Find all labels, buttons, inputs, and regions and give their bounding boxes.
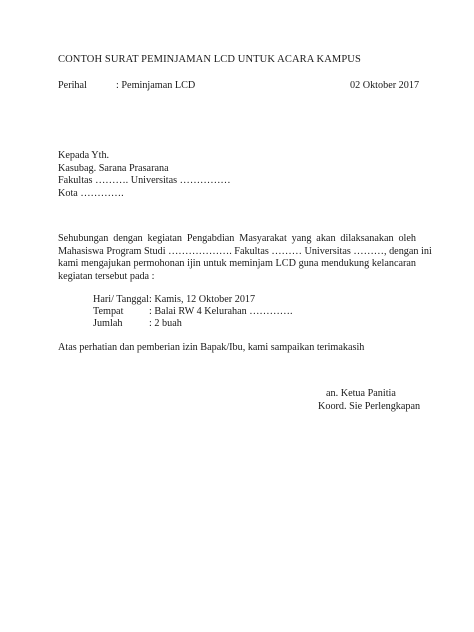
signature-role: an. Ketua Panitia (326, 388, 396, 399)
closing-sentence: Atas perhatian dan pemberian izin Bapak/Ibu, kami sampaikan terimakasih (58, 342, 365, 353)
paragraph-line: kegiatan tersebut pada : (58, 270, 155, 282)
body-paragraph (58, 232, 432, 282)
recipient-line: Kasubag. Sarana Prasarana (58, 162, 169, 174)
recipient-line: Kepada Yth. (58, 150, 110, 161)
signature-position: Koord. Sie Perlengkapan (318, 401, 421, 412)
detail-key: Tempat (93, 306, 124, 317)
detail-key: Hari/ Tanggal (93, 294, 149, 305)
detail-value: : Kamis, 12 Oktober 2017 (149, 294, 256, 305)
detail-key: Jumlah (93, 318, 123, 329)
recipient-block (58, 149, 231, 199)
paragraph-line: kami mengajukan permohonan ijin untuk meminjam LCD guna mendukung kelancaran (58, 258, 416, 269)
recipient-line: Fakultas ………. Universitas …………… (58, 175, 231, 186)
paragraph-line: Sehubungan dengan kegiatan Pengabdian Masyarakat yang akan dilaksanakan oleh (58, 233, 416, 244)
detail-value: : 2 buah (149, 318, 182, 329)
perihal-value: : Peminjaman LCD (116, 80, 196, 91)
detail-value: : Balai RW 4 Kelurahan …………. (149, 306, 293, 317)
letter-title: CONTOH SURAT PEMINJAMAN LCD UNTUK ACARA KAMPUS (58, 54, 361, 65)
perihal-label: Perihal (58, 80, 87, 91)
recipient-line: Kota …………. (58, 187, 124, 199)
paragraph-line: Mahasiswa Program Studi ………………. Fakultas ……… Universitas ………, dengan ini (58, 245, 432, 257)
letter-date: 02 Oktober 2017 (350, 80, 420, 91)
